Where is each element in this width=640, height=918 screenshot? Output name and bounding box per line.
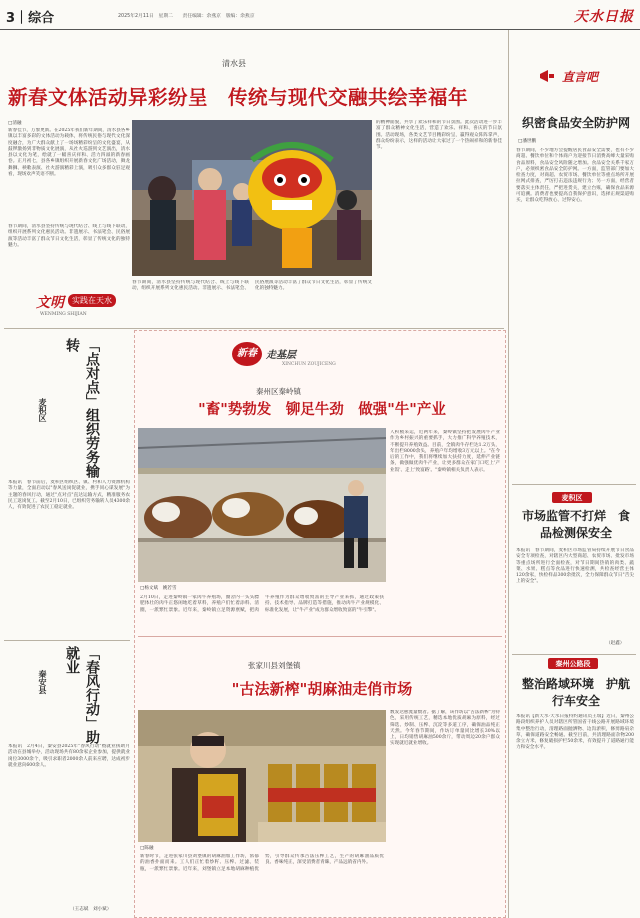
xinchun-title: 走基层 [266,350,296,361]
newspaper-logo: 天水日报 [574,9,634,25]
story2-body-2: 数发达惠流量数者。据了解，该作坊以"古法新榨"为特色，采用传统工艺，精选本地优质胡麻为原料，经过筛选、炒制、压榨、沉淀等多道工序，确保油品纯正天然。今年春节期间，作坊订单量同比增长30%以上，日均销售胡麻油500余斤，带动周边20余户群众实现就近就业增收。 [390,710,500,747]
lead-body-4: 春节期间，清水县坚持传统与现代结合、线上与线下联动，组织开展系列文化惠民活动。非遗展示、书法笔会、民俗展演等活动丰富了群众节日文化生活，彰显了传统文化的独特魅力。 [132,280,372,292]
left2-byline: （王志斌 刘小斌） [70,907,112,912]
lead-headline: 新春文体活动异彩纷呈 传统与现代交融共绘幸福年 [8,86,469,109]
story2-byline: □陈融 [140,846,154,851]
story2-body: 新春时节，走进张家川县刘堡镇的胡麻油加工作坊，浓郁的油香扑面而来。工人们正忙着炒籽、压榨、过滤、装瓶，一派繁忙景象。近年来，刘堡镇立足本地胡麻种植优势，引导群众传承古法压榨工艺，生产的胡麻油品质优良、香味纯正，深受消费者青睐，产品远销省内外。 [140,854,384,872]
wenming-banner [36,290,130,324]
market-kicker: 麦积区 [552,492,592,503]
market-body: 本报讯 春节期间，麦积区市场监管局持续开展节日食品安全专项检查，对辖区内大型商超、农贸市场、批发市场等重点场所进行全面检查，对节日期间热销的肉类、蔬菜、水果、糕点等食品进行快速检测，共检查经营主体120余家，快检样品300余批次，全力保障群众节日"舌尖上的安全"。 [516,548,634,585]
sesame-oil-photo [138,710,386,842]
left2-headline: 「春风行动」助就业 [64,646,100,744]
road-body: 本报讯【新天水·天水日报特约通讯员王瑞】近日，秦州公路段组织养护人员对辖区所管国省干线公路开展路域环境集中整治行动，清理路面抛洒物、边沟淤积，修剪路肩杂草，确保道路安全畅通。截至目前，共清理路面杂物200余立方米，修复破损护栏50余米，有效提升了道路通行能力和安全水平。 [516,714,634,751]
left1-county: 麦积区 [38,398,48,422]
left2-body: 本报讯 2月4日，秦安县2025年"春风行动"暨就业援助月活动在县城举办，活动现场共有80余家企业参加，提供就业岗位3000余个，吸引求职者2000余人前来应聘，达成初步就业意向600余人。 [8,744,130,768]
lead-body: 新春佳节，万象更新。在2025年我们新年期间，清水县各乡镇以丰富多彩的文体活动为载体，将传统民俗与现代文化深度融合，为广大群众献上了一场场精彩纷呈的文化盛宴，从鼓锣激扬到非物质文化展演，从社火巡游到文艺演出，清水县以文化为笔，绘就了一幅喜庆祥和、活力四溢的新春画卷。正月初七，县各乡镇组织开展新春文化广场活动，舞龙舞狮、秧歌表演、社火游演精彩上演，吸引众多群众驻足观看，现场欢声笑语不断。 [8,128,130,178]
wenming-pinyin: WENMING SHIJIAN [40,312,87,317]
zhiyan-banner [518,60,632,90]
story2-headline: "古法新榨"胡麻油走俏市场 [231,680,413,698]
market-byline: （赵鑫） [606,641,625,646]
xinchun-banner [232,342,392,372]
story1-body-2: 人积极采运，近两年来，秦岭镇坚持把发展肉牛产业作为乡村振兴的重要抓手，大力推广科学养殖技术，不断提升养殖效益。目前，全镇肉牛存栏达1.2万头，年出栏8000余头，养殖户年均增收3万元以上。"在今后的工作中，我们将继续加大扶持力度，延伸产业链条，做强做优肉牛产业，让更多群众在家门口吃上'产业饭'、走上'致富路'。"秦岭镇相关负责人表示。 [390,430,500,473]
market-headline: 市场监管不打烊 食品检测保安全 [521,509,630,540]
column-body: 春节期间，不少地方会提醒居民食品安全需要，也有不少商超、餐饮单位和个体商户为迎接节日消费高峰大量采购食品原料，食品安全风险随之增加。食品安全关系千家万户，必须织密食品安全防护网。一方面，监管部门要加大检查力度，对商超、农贸市场、餐饮单位等重点场所开展拉网式排查，严厉打击违法违规行为；另一方面，经营者要落实主体责任，严把进货关，建立台账，确保食品来源可追溯。消费者也要提高自我保护意识，选择正规渠道购买，让群众吃得放心、过得安心。 [516,148,634,204]
wenming-label: 文明 [36,295,64,311]
lead-body-3: 的精神面貌，共享了欢乐祥和的节日氛围。此次活动进一步丰富了群众精神文化生活，营造了欢乐、祥和、喜庆的节日氛围。活动现场，各类文艺节目精彩纷呈，赢得观众阵阵掌声，群众纷纷表示，这样的活动让大家过了一个热闹祥和的新春佳节。 [376,120,502,151]
xinchun-pinyin: XINCHUN ZOUJICENG [282,362,336,367]
story2-kicker: 张家川县刘堡镇 [248,661,301,670]
road-kicker: 秦州公路段 [548,658,598,669]
masthead-rule [0,29,640,30]
column-byline: □潘世鹏 [518,139,537,144]
lead-body-2: 春节期间，清水县坚持传统与现代结合、线上与线下联动，组织开展系列文化惠民活动。非遗展示、书法笔会、民俗展演等活动丰富了群众节日文化生活，彰显了传统文化的独特魅力。 [8,224,130,248]
left1-body: 本报讯 春节前后，麦积区组织区、镇、村和人力资源机构等力量，全面启动以"春风送岗促就业，携手同心谋发展"为主题的春风行动，通过"点对点"直达运输方式，精准服务农民工返岗复工。截至2月10日，已组织劳务输转人员4300余人，有效促进了农民工稳定就业。 [8,480,130,511]
road-headline: 整治路域环境 护航行车安全 [521,677,630,708]
megaphone-icon [538,68,556,84]
left1-headline: 「点对点」组织劳务输转 [64,338,100,478]
zhiyan-label: 直言吧 [562,70,599,84]
lead-kicker: 清水县 [222,59,246,68]
story1-kicker: 秦州区秦岭镇 [256,387,301,396]
column-headline: 织密食品安全防护网 [521,116,630,130]
story1-body: 2月10日，走进秦岭镇一家肉牛养殖场，圈舍内一头头膘肥体壮的肉牛正悠闲地吃着草料，养殖户们忙着添料、清圈，一派繁忙景象。近年来，秦岭镇立足资源禀赋，把肉牛养殖作为群众增收致富的主导产业来抓，通过政策扶持、技术指导、品牌打造等措施，推动肉牛产业规模化、标准化发展，让"牛产业"成为群众增收致富的"牛引擎"。 [140,595,384,613]
story1-byline: □杨文斌 姚若雪 [140,586,177,591]
issue-meta: 2025年2月11日 星期二 责任编辑：余燕京 版编：余燕京 [118,14,255,19]
cattle-photo [138,428,386,582]
masthead [0,0,640,30]
lead-byline: □清融 [8,121,22,126]
left2-county: 秦安县 [38,670,48,694]
xinchun-label: 新春 [232,342,262,366]
page-number: 3｜综合 [6,11,55,26]
wenming-title: 实践在天水 [68,294,116,307]
lion-dance-photo [132,120,372,276]
story1-headline: "畜"势勃发 铆足牛劲 做强"牛"产业 [198,401,446,418]
